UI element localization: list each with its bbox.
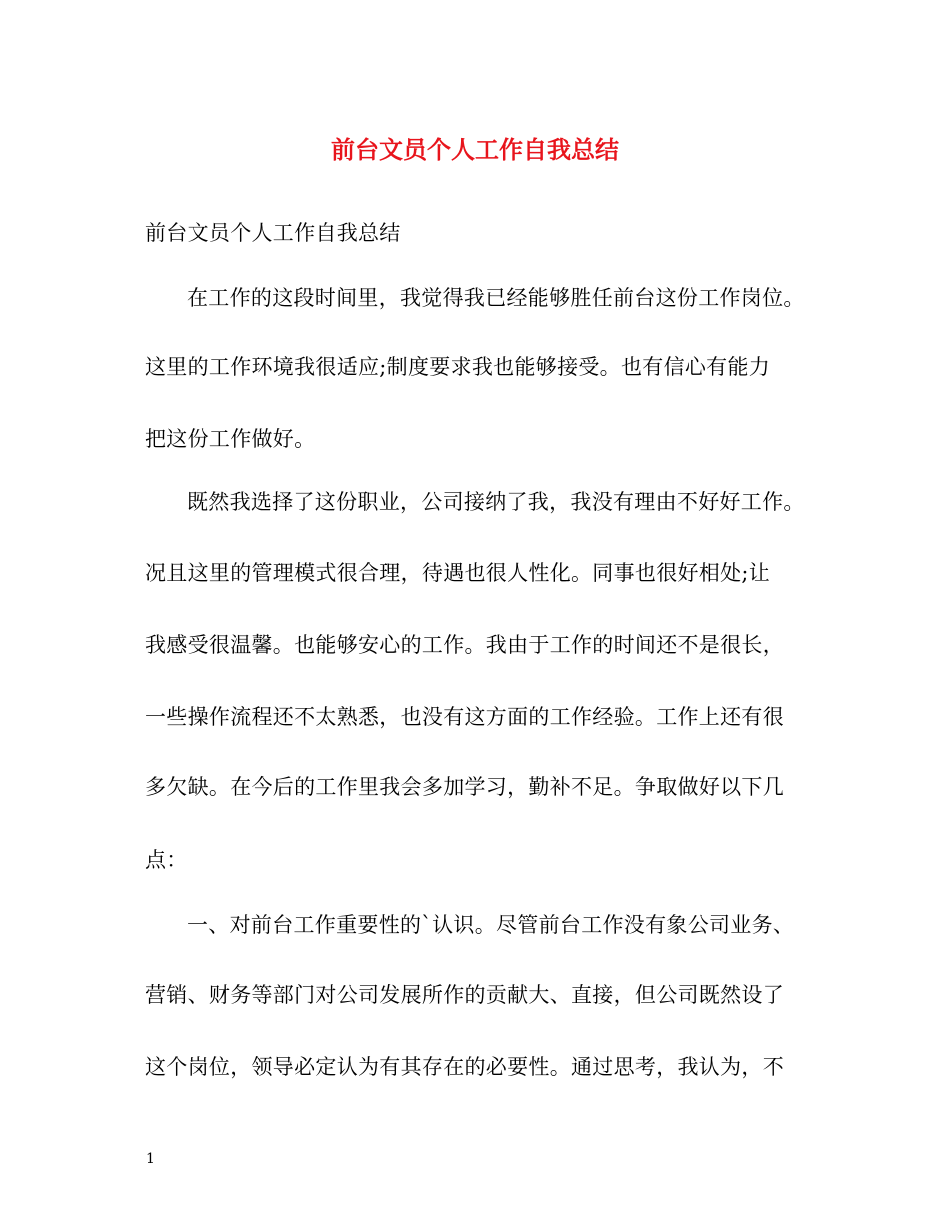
paragraph-line: 把这份工作做好。 (145, 427, 316, 451)
paragraph-line: 多欠缺。在今后的工作里我会多加学习，勤补不足。争取做好以下几 (145, 775, 784, 799)
paragraph-line: 这个岗位，领导必定认为有其存在的必要性。通过思考，我认为，不 (145, 1055, 784, 1079)
document-title: 前台文员个人工作自我总结 (331, 135, 619, 164)
page-number: 1 (146, 1151, 155, 1167)
paragraph-line: 营销、财务等部门对公司发展所作的贡献大、直接，但公司既然设了 (145, 983, 784, 1007)
document-subtitle: 前台文员个人工作自我总结 (145, 221, 401, 245)
paragraph-line: 况且这里的管理模式很合理，待遇也很人性化。同事也很好相处;让 (145, 561, 771, 585)
paragraph-line: 一、对前台工作重要性的`认识。尽管前台工作没有象公司业务、 (187, 913, 795, 937)
paragraph-line: 点： (145, 848, 188, 872)
paragraph-line: 在工作的这段时间里，我觉得我已经能够胜任前台这份工作岗位。 (187, 286, 805, 310)
paragraph-line: 既然我选择了这份职业，公司接纳了我，我没有理由不好好工作。 (187, 490, 805, 514)
paragraph-line: 我感受很温馨。也能够安心的工作。我由于工作的时间还不是很长， (145, 633, 784, 657)
paragraph-line: 这里的工作环境我很适应;制度要求我也能够接受。也有信心有能力 (145, 355, 771, 379)
paragraph-line: 一些操作流程还不太熟悉，也没有这方面的工作经验。工作上还有很 (145, 705, 784, 729)
